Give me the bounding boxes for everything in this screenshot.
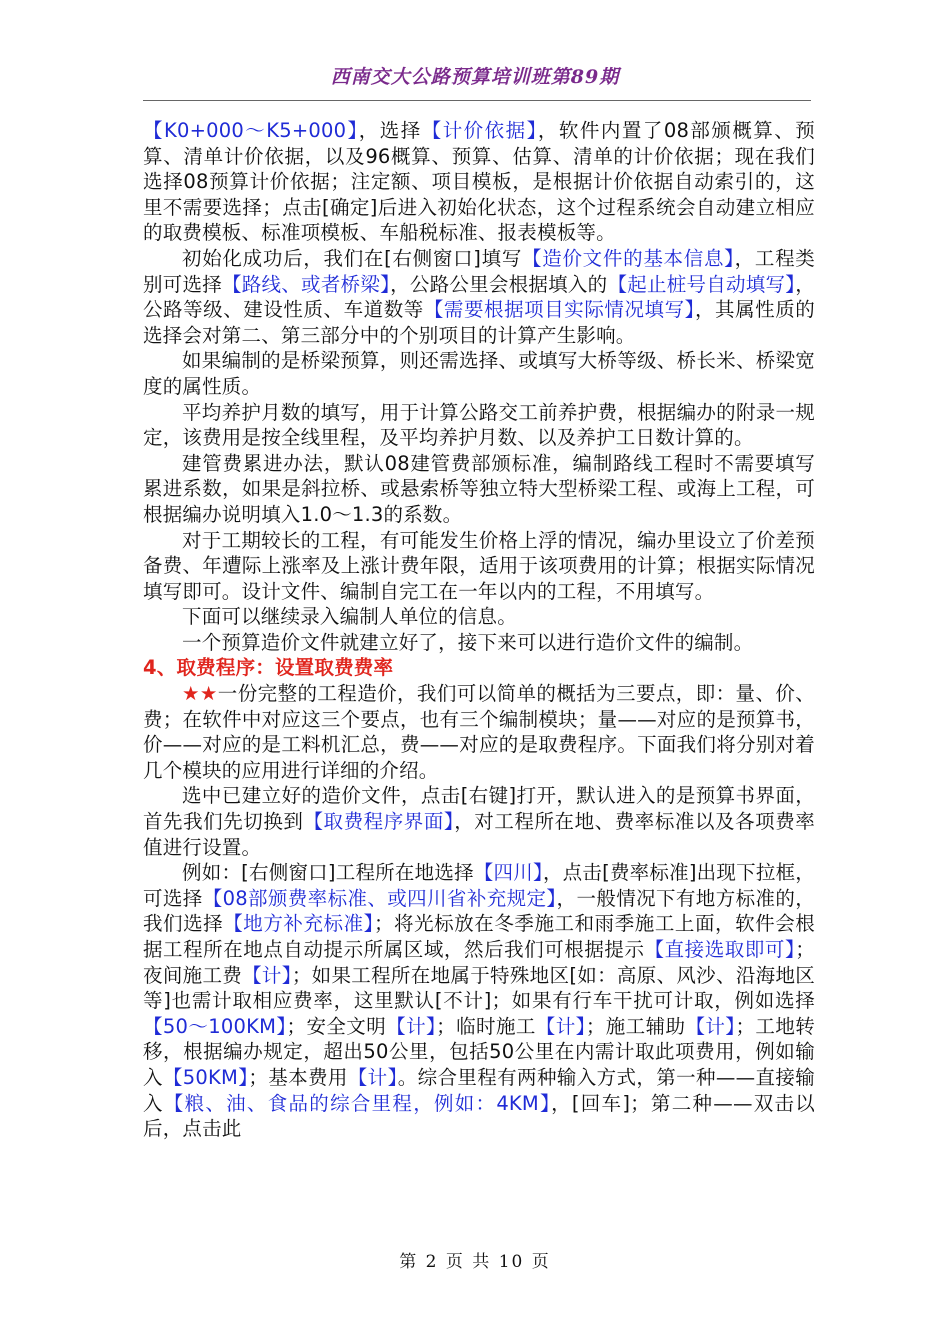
highlight-text: 【地方补充标准】 [223,912,374,936]
paragraph-8: 一个预算造价文件就建立好了，接下来可以进行造价文件的编制。 [182,630,754,654]
body-text: ；安全文明 [286,1014,387,1038]
highlight-text: 【计】 [685,1014,736,1038]
highlight-text: 【直接选取即可】 [644,938,796,961]
star-icon: ★★ [182,682,218,706]
body-text: ，其属性质的选择会对第二、第三部分中的个别项目的计算产生影响。 [143,298,815,347]
body-text: ；夜间施工费 [143,938,815,987]
body-text: ；基本费用 [248,1065,348,1089]
highlight-text: 【08部颁费率标准、或四川省补充规定】 [202,886,557,910]
paragraph-4: 平均养护月数的填写，用于计算公路交工前养护费，根据编办的附录一规定，该费用是按全线里程，及平均养护月数、以及养护工日数计算的。 [143,400,815,450]
body-text: ，选择 [358,119,422,142]
body-text: ，公路公里会根据填入的 [390,272,608,296]
paragraph-10 [143,783,815,860]
highlight-text: 【50KM】 [162,1065,249,1089]
body-text: 。综合里程有两种输入方式，第一种——直接输入 [143,1065,816,1115]
page-body [143,118,815,1142]
body-text: ，一般情况下有地方标准的，我们选择 [143,886,815,936]
highlight-text: 【K0+000～K5+000】 [143,119,359,142]
body-text: 例如：[右侧窗口]工程所在地选择 [182,861,474,885]
section-heading: 4、取费程序：设置取费费率 [143,656,394,680]
paragraph-2 [143,246,815,348]
paragraph-9-text: 一份完整的工程造价，我们可以简单的概括为三要点，即：量、价、费；在软件中对应这三个要点，也有三个编制模块；量——对应的是预算书，价——对应的是工料机汇总，费——对应的是取费程序。下面我们将分别对着几个模块的应用进行详细的介绍。 [143,682,815,782]
body-text: ；临时施工 [436,1014,536,1038]
paragraph-9 [143,681,815,783]
body-text: ；施工辅助 [585,1014,686,1038]
paragraph-5: 建管费累进办法，默认08建管费部颁标准，编制路线工程时不需要填写累进系数，如果是斜拉桥、或悬索桥等独立特大型桥梁工程、或海上工程，可根据编办说明填入1.0～1.3的系数。 [143,451,815,526]
header-rule [143,100,811,101]
page-footer: 第 2 页 共 10 页 [399,1252,551,1272]
body-text: ，工程类别可选择 [143,246,815,296]
body-text: 初始化成功后，我们在[右侧窗口]填写 [182,246,523,270]
highlight-text: 【50～100KM】 [143,1014,287,1038]
paragraph-7: 下面可以继续录入编制人单位的信息。 [182,605,517,629]
page-header: 西南交大公路预算培训班第89期 [330,66,620,88]
highlight-text: 【计】 [347,1065,398,1089]
body-text: ；如果工程所在地属于特殊地区[如：高原、风沙、沿海地区等]也需计取相应费率，这里默认[不计]；如果有行车干扰可计取，例如选择 [143,963,815,1013]
highlight-text: 【四川】 [473,861,543,885]
highlight-text: 【起止桩号自动填写】 [607,272,796,296]
highlight-text: 【需要根据项目实际情况填写】 [423,298,695,322]
body-text: ，软件内置了08部颁概算、预算、清单计价依据，以及96概算、预算、估算、清单的计价依据；现在我们选择08预算计价依据；注定额、项目模板，是根据计价依据自动索引的，这里不需要选择；点击[确定]后进入初始化状态，这个过程系统会自动建立相应的取费模板、标准项模板、车船税标准、报表模板等。 [143,119,816,245]
paragraph-3: 如果编制的是桥梁预算，则还需选择、或填写大桥等级、桥长米、桥梁宽度的属性质。 [143,349,815,398]
body-text: ；工地转移，根据编办规定，超出50公里，包括50公里在内需计取此项费用，例如输入 [143,1014,815,1089]
paragraph-11 [143,860,815,1142]
highlight-text: 【计】 [386,1014,437,1038]
body-text: 选中已建立好的造价文件，点击[右键]打开，默认进入的是预算书界面，首先我们先切换到 [143,784,815,834]
body-text: ，点击[费率标准]出现下拉框，可选择 [143,861,815,910]
highlight-text: 【计】 [242,963,292,987]
body-text: ；将光标放在冬季施工和雨季施工上面，软件会根据工程所在地点自动提示所属区域，然后我们可根据提示 [143,912,815,961]
highlight-text: 【计】 [535,1014,586,1038]
body-text: ，对工程所在地、费率标准以及各项费率值进行设置。 [143,810,815,859]
paragraph-6: 对于工期较长的工程，有可能发生价格上浮的情况，编办里设立了价差预备费、年遭际上涨率及上涨计费年限，适用于该项费用的计算；根据实际情况填写即可。设计文件、编制自完工在一年以内的工程，不用填写。 [143,528,815,603]
highlight-text: 【计价依据】 [421,119,538,142]
paragraph-1 [143,118,815,246]
highlight-text: 【造价文件的基本信息】 [522,246,735,270]
highlight-text: 【粮、油、食品的综合里程，例如：4KM】 [163,1091,552,1115]
body-text: ，公路等级、建设性质、车道数等 [143,272,815,322]
highlight-text: 【取费程序界面】 [303,810,455,834]
body-text: ，[回车]；第二种——双击以后，点击此 [143,1091,816,1141]
highlight-text: 【路线、或者桥梁】 [222,272,391,296]
